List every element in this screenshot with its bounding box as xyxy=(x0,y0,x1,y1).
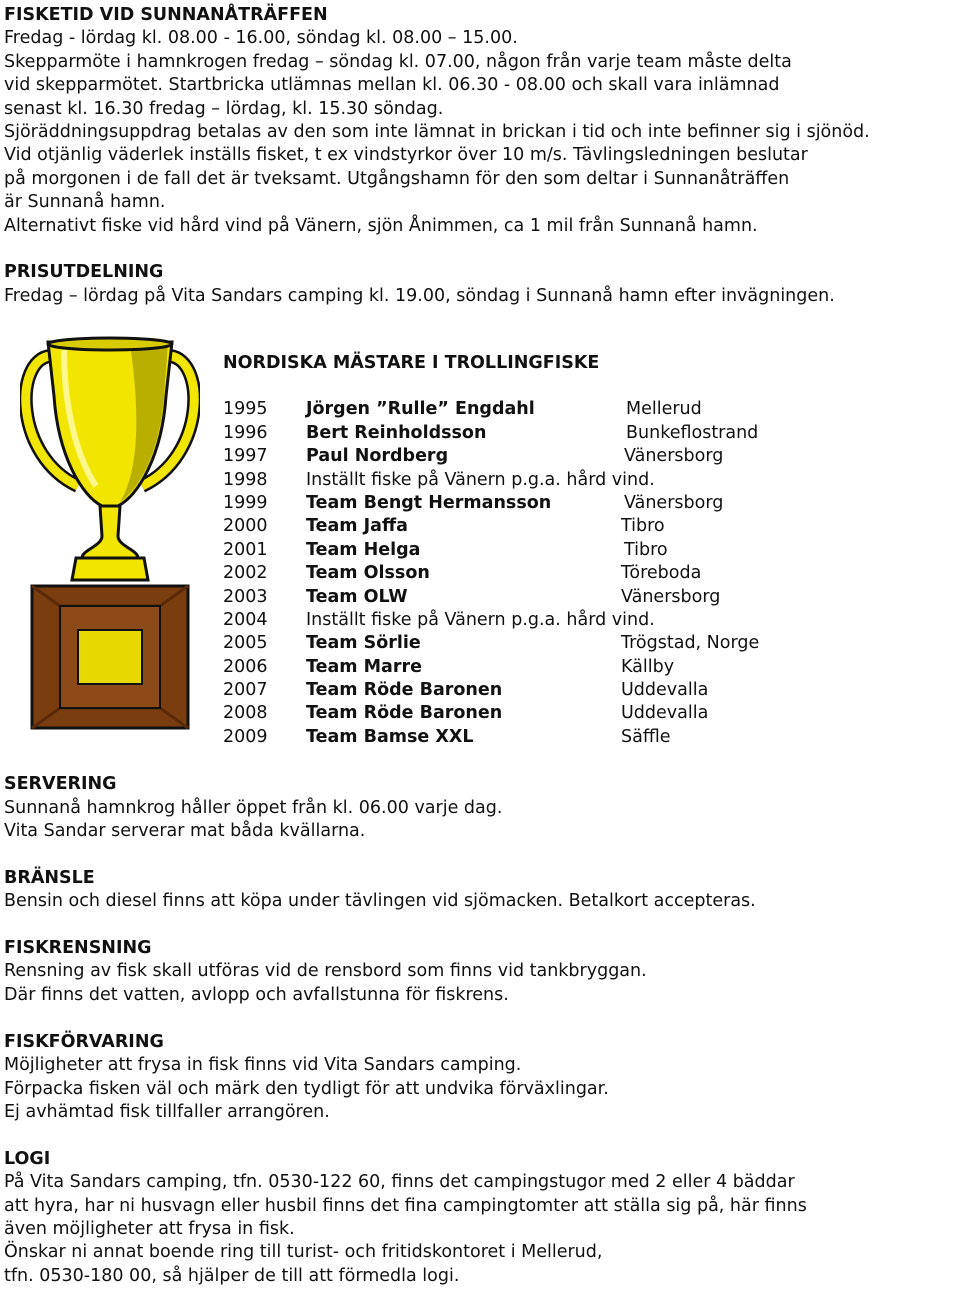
list-item xyxy=(223,539,943,562)
year: 2005 xyxy=(223,633,268,654)
list-item xyxy=(223,515,943,538)
champion-place: Bunkeflostrand xyxy=(626,422,759,443)
text-line: Skepparmöte i hamnkrogen fredag – söndag kl. 07.00, någon från varje team måste delta xyxy=(4,51,792,72)
list-item xyxy=(223,562,943,585)
text-line: Rensning av fisk skall utföras vid de rensbord som finns vid tankbryggan. xyxy=(4,961,647,982)
text-line: Fredag - lördag kl. 08.00 - 16.00, söndag kl. 08.00 – 15.00. xyxy=(4,28,518,49)
year: 2004 xyxy=(223,609,268,630)
champion-place: Trögstad, Norge xyxy=(621,633,760,654)
text-line: Fredag – lördag på Vita Sandars camping kl. 19.00, söndag i Sunnanå hamn efter invägningen. xyxy=(4,285,835,306)
champion-name: Team Röde Baronen xyxy=(306,680,503,701)
list-item xyxy=(223,398,943,421)
text-line: Förpacka fisken väl och märk den tydligt för att undvika förväxlingar. xyxy=(4,1078,609,1099)
champion-place: Tibro xyxy=(624,539,668,560)
text-line: Alternativt fiske vid hård vind på Vänern, sjön Ånimmen, ca 1 mil från Sunnanå hamn. xyxy=(4,215,758,236)
section-prisutdelning xyxy=(4,261,954,308)
champion-place: Töreboda xyxy=(621,563,702,584)
section-fisketid xyxy=(4,4,954,238)
champions-heading: NORDISKA MÄSTARE I TROLLINGFISKE xyxy=(223,353,600,373)
list-item xyxy=(223,679,943,702)
champion-place: Vänersborg xyxy=(624,446,724,467)
year: 1995 xyxy=(223,399,268,420)
list-item xyxy=(223,586,943,609)
list-item xyxy=(223,702,943,725)
section-heading: FISKFÖRVARING xyxy=(4,1031,164,1052)
champion-place: Mellerud xyxy=(626,399,702,420)
text-line: senast kl. 16.30 fredag – lördag, kl. 15.30 söndag. xyxy=(4,98,444,119)
champion-place: Säffle xyxy=(621,726,671,747)
text-line: Vid otjänlig väderlek inställs fisket, t ex vindstyrkor över 10 m/s. Tävlingsledningen beslutar xyxy=(4,145,808,166)
text-line: Där finns det vatten, avlopp och avfallstunna för fiskrens. xyxy=(4,984,509,1005)
champion-place: Tibro xyxy=(621,516,665,537)
year: 2009 xyxy=(223,726,268,747)
champion-name: Team Marre xyxy=(306,656,422,677)
text-line: att hyra, har ni husvagn eller husbil finns det fina campingtomter att ställa sig på, här finns xyxy=(4,1195,807,1216)
section-fiskrensning xyxy=(4,937,954,1007)
section-heading: FISKETID VID SUNNANÅTRÄFFEN xyxy=(4,5,328,25)
champion-name: Team Röde Baronen xyxy=(306,703,503,724)
list-item xyxy=(223,422,943,445)
text-line: Möjligheter att frysa in fisk finns vid Vita Sandars camping. xyxy=(4,1055,522,1076)
year: 2000 xyxy=(223,516,268,537)
list-item xyxy=(223,492,943,515)
section-fiskforvaring xyxy=(4,1031,954,1125)
year: 1998 xyxy=(223,469,268,490)
year: 2007 xyxy=(223,680,268,701)
section-heading: SERVERING xyxy=(4,774,117,795)
year: 1997 xyxy=(223,446,268,467)
champion-name: Jörgen ”Rulle” Engdahl xyxy=(306,399,535,420)
text-line: är Sunnanå hamn. xyxy=(4,192,166,213)
list-item xyxy=(223,656,943,679)
trophy-icon xyxy=(20,336,200,736)
champion-name: Inställt fiske på Vänern p.g.a. hård vind. xyxy=(306,469,655,490)
champion-name: Bert Reinholdsson xyxy=(306,422,487,443)
text-line: Ej avhämtad fisk tillfaller arrangören. xyxy=(4,1101,330,1122)
champion-name: Team OLW xyxy=(306,586,408,607)
text-line: Sunnanå hamnkrog håller öppet från kl. 06.00 varje dag. xyxy=(4,797,503,818)
section-heading: BRÄNSLE xyxy=(4,867,95,888)
champion-name: Team Olsson xyxy=(306,563,430,584)
year: 2006 xyxy=(223,656,268,677)
year: 2003 xyxy=(223,586,268,607)
list-item xyxy=(223,469,943,492)
champion-place: Uddevalla xyxy=(621,703,709,724)
list-item xyxy=(223,726,943,749)
year: 1996 xyxy=(223,422,268,443)
section-bransle xyxy=(4,867,954,914)
year: 2002 xyxy=(223,563,268,584)
text-line: tfn. 0530-180 00, så hjälper de till att förmedla logi. xyxy=(4,1265,460,1286)
champion-place: Vänersborg xyxy=(621,586,721,607)
text-line: vid skepparmötet. Startbricka utlämnas mellan kl. 06.30 - 08.00 och skall vara inlämnad xyxy=(4,75,780,96)
champion-name: Paul Nordberg xyxy=(306,446,449,467)
text-line: Bensin och diesel finns att köpa under tävlingen vid sjömacken. Betalkort accepteras. xyxy=(4,891,756,912)
text-line: även möjligheter att frysa in fisk. xyxy=(4,1218,295,1239)
year: 2008 xyxy=(223,703,268,724)
list-item xyxy=(223,445,943,468)
list-item xyxy=(223,632,943,655)
text-line: Önskar ni annat boende ring till turist- och fritidskontoret i Mellerud, xyxy=(4,1242,603,1263)
champion-name: Team Bamse XXL xyxy=(306,726,474,747)
year: 2001 xyxy=(223,539,268,560)
text-line: på morgonen i de fall det är tveksamt. Utgångshamn för den som deltar i Sunnanåträffen xyxy=(4,168,790,189)
champion-place: Uddevalla xyxy=(621,680,709,701)
champion-name: Team Jaffa xyxy=(306,516,408,537)
champion-place: Källby xyxy=(621,656,675,677)
champion-name: Team Helga xyxy=(306,539,421,560)
section-logi xyxy=(4,1148,954,1288)
text-line: Sjöräddningsuppdrag betalas av den som inte lämnat in brickan i tid och inte befinner sig i sjönöd. xyxy=(4,122,870,143)
section-servering xyxy=(4,773,954,843)
section-heading: LOGI xyxy=(4,1148,51,1169)
champions-list xyxy=(223,352,943,749)
text-line: På Vita Sandars camping, tfn. 0530-122 60, finns det campingstugor med 2 eller 4 bäddar xyxy=(4,1172,795,1193)
section-heading: FISKRENSNING xyxy=(4,938,152,959)
section-heading: PRISUTDELNING xyxy=(4,262,164,283)
champion-place: Vänersborg xyxy=(624,492,724,513)
year: 1999 xyxy=(223,492,268,513)
champion-name: Team Sörlie xyxy=(306,633,421,654)
champion-name: Team Bengt Hermansson xyxy=(306,492,552,513)
champion-name: Inställt fiske på Vänern p.g.a. hård vind. xyxy=(306,609,655,630)
text-line: Vita Sandar serverar mat båda kvällarna. xyxy=(4,821,366,842)
list-item xyxy=(223,609,943,632)
